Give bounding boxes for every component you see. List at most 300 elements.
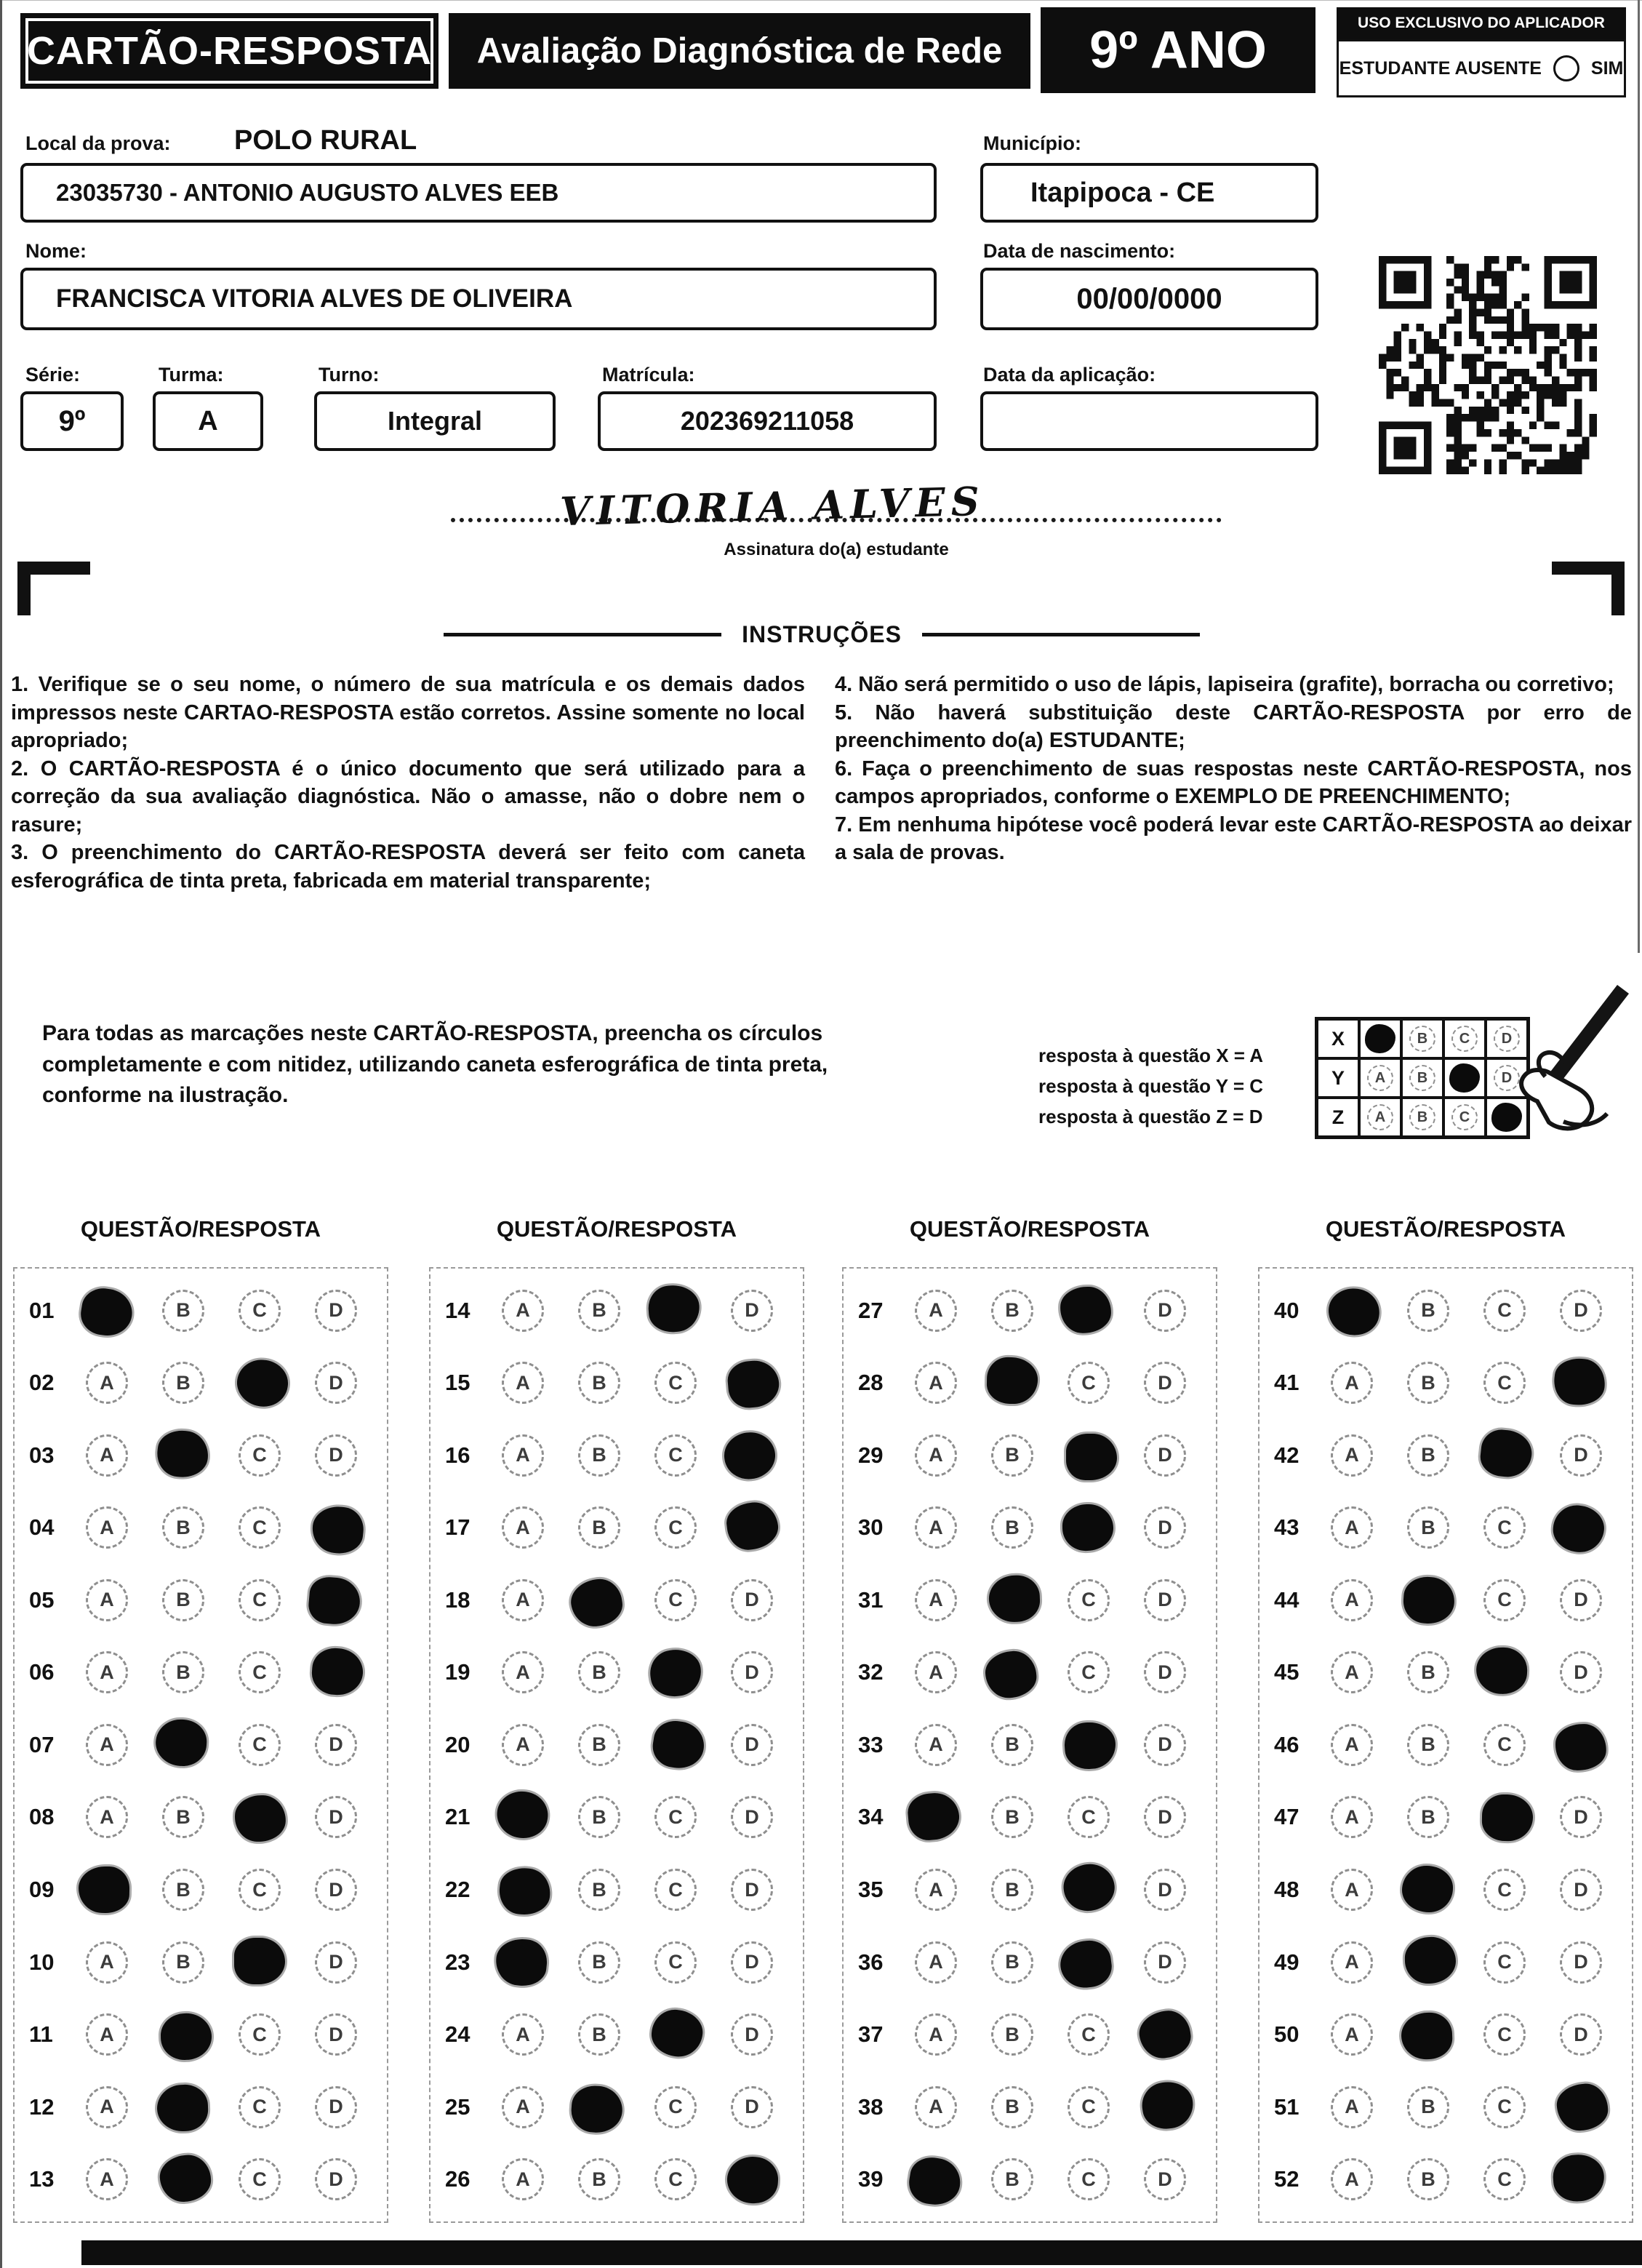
answer-bubble[interactable]: B — [991, 2158, 1033, 2200]
answer-bubble[interactable]: B — [991, 1506, 1033, 1549]
answer-bubble[interactable]: C — [1068, 2158, 1110, 2200]
answer-bubble[interactable]: B — [578, 1651, 620, 1693]
answer-row — [430, 1781, 803, 1854]
question-number: 41 — [1274, 1370, 1299, 1396]
instruction-item-7: 7. Em nenhuma hipótese você poderá levar este CARTÃO-RESPOSTA ao deixar a sala de provas. — [835, 812, 1632, 865]
answer-bubble[interactable]: D — [315, 1724, 357, 1766]
filled-bubble — [1365, 1024, 1395, 1053]
answer-bubble[interactable]: A — [915, 1651, 957, 1693]
answer-bubble[interactable]: A — [86, 1651, 128, 1693]
filled-bubble[interactable] — [906, 1792, 961, 1842]
answer-bubble[interactable]: A — [915, 1579, 957, 1621]
answer-slot — [578, 1869, 620, 1911]
answer-bubble[interactable]: B — [1407, 1796, 1449, 1838]
answer-bubble[interactable]: D — [731, 1290, 773, 1332]
answer-bubble[interactable]: C — [1068, 1579, 1110, 1621]
answer-bubble[interactable]: A — [1331, 1434, 1373, 1477]
filled-bubble[interactable] — [988, 1575, 1041, 1623]
answer-bubble[interactable]: B — [578, 2013, 620, 2056]
answer-bubble[interactable]: B — [1407, 1651, 1449, 1693]
answer-slot — [1560, 2013, 1602, 2056]
filled-bubble[interactable] — [722, 1430, 777, 1482]
answer-bubble[interactable]: C — [1483, 2158, 1526, 2200]
answer-slot — [1331, 1506, 1373, 1549]
answer-bubble[interactable]: A — [502, 1651, 544, 1693]
answer-bubble[interactable]: A — [86, 1796, 128, 1838]
answer-bubble[interactable]: A — [915, 1724, 957, 1766]
answer-bubble[interactable]: D — [1560, 1434, 1602, 1477]
answer-slot — [86, 1941, 128, 1984]
filled-bubble[interactable] — [1552, 2153, 1606, 2203]
answer-bubble[interactable]: C — [239, 1434, 281, 1477]
answer-bubble[interactable]: D — [731, 1579, 773, 1621]
filled-bubble[interactable] — [1475, 1646, 1528, 1696]
answer-bubble[interactable]: C — [1068, 2013, 1110, 2056]
answer-bubble[interactable]: D — [731, 1869, 773, 1911]
answer-bubble[interactable]: B — [162, 1941, 204, 1984]
answer-bubble[interactable]: A — [86, 1434, 128, 1477]
answer-bubble[interactable]: D — [1144, 1869, 1186, 1911]
answer-bubble[interactable]: B — [991, 1724, 1033, 1766]
filled-bubble[interactable] — [1326, 1285, 1382, 1338]
answer-slot — [86, 2158, 128, 2200]
answer-bubble[interactable]: C — [1483, 1290, 1526, 1332]
answer-slot — [1560, 1796, 1602, 1838]
answer-bubble[interactable]: D — [1560, 2013, 1602, 2056]
answer-bubble[interactable]: B — [1407, 1290, 1449, 1332]
answer-row — [844, 1347, 1216, 1420]
answer-bubble[interactable]: B — [162, 1651, 204, 1693]
answer-bubble[interactable]: B — [991, 2013, 1033, 2056]
answer-bubble[interactable]: C — [1483, 1506, 1526, 1549]
answer-slot — [731, 2158, 773, 2200]
answer-bubble[interactable]: B — [1407, 1362, 1449, 1404]
answer-bubble[interactable]: A — [1331, 1651, 1373, 1693]
answer-bubble[interactable]: D — [1560, 1869, 1602, 1911]
question-number: 37 — [858, 2021, 884, 2048]
answer-bubble: C — [1451, 1104, 1478, 1130]
answer-slot — [654, 2013, 697, 2056]
absent-sim-label: SIM — [1590, 57, 1624, 79]
question-number: 22 — [445, 1877, 470, 1903]
answer-bubble[interactable]: B — [578, 1290, 620, 1332]
answer-row — [1259, 2071, 1632, 2144]
filled-bubble[interactable] — [1481, 1794, 1533, 1842]
answer-bubble[interactable]: C — [1483, 1941, 1526, 1984]
answer-bubble[interactable]: C — [239, 2158, 281, 2200]
answer-row — [844, 1926, 1216, 1999]
answer-slot — [991, 2158, 1033, 2200]
answer-bubble[interactable]: B — [578, 1724, 620, 1766]
answer-slot — [991, 2013, 1033, 2056]
filled-bubble[interactable] — [1058, 1938, 1114, 1990]
answer-bubble[interactable]: D — [1144, 1434, 1186, 1477]
answer-bubble[interactable]: B — [162, 1506, 204, 1549]
answer-bubble[interactable]: C — [654, 1941, 697, 1984]
instruction-item-2: 2. O CARTÃO-RESPOSTA é o único documento que será utilizado para a correção da sua avaliação diagnóstica. Não o amasse, não o dobre nem o rasure; — [11, 756, 805, 836]
answer-slot — [1068, 1724, 1110, 1766]
answer-bubble[interactable]: B — [162, 1290, 204, 1332]
answer-bubble[interactable]: D — [315, 1434, 357, 1477]
answer-bubble[interactable]: D — [1144, 1362, 1186, 1404]
answer-bubble[interactable]: A — [502, 1434, 544, 1477]
question-number: 39 — [858, 2166, 884, 2192]
filled-bubble[interactable] — [906, 2155, 964, 2208]
answer-bubble[interactable]: A — [1331, 1724, 1373, 1766]
answer-slot — [1560, 1579, 1602, 1621]
answer-slot — [991, 1290, 1033, 1332]
answer-bubble[interactable]: A — [1331, 1796, 1373, 1838]
answer-slot — [315, 1579, 357, 1621]
answer-bubble[interactable]: C — [239, 2013, 281, 2056]
filled-bubble[interactable] — [311, 1504, 366, 1556]
example-row-label: Y — [1317, 1058, 1359, 1098]
answer-slot — [239, 1869, 281, 1911]
answer-slot — [239, 1506, 281, 1549]
answer-bubble[interactable]: A — [86, 1941, 128, 1984]
answer-bubble[interactable]: A — [1331, 1941, 1373, 1984]
filled-bubble[interactable] — [1062, 1504, 1113, 1552]
answer-bubble[interactable]: D — [315, 2086, 357, 2128]
answer-bubble[interactable]: D — [315, 2013, 357, 2056]
filled-bubble[interactable] — [1551, 1504, 1606, 1554]
answer-bubble[interactable]: A — [915, 1362, 957, 1404]
answer-slot — [654, 1724, 697, 1766]
answer-slot — [1560, 1869, 1602, 1911]
answer-bubble[interactable]: D — [1560, 1579, 1602, 1621]
answer-slot — [578, 1290, 620, 1332]
answer-bubble[interactable]: C — [1068, 1362, 1110, 1404]
answer-slot — [1068, 1651, 1110, 1693]
student-absent-box — [1337, 39, 1626, 97]
answer-bubble[interactable]: C — [1068, 2086, 1110, 2128]
answer-slot — [1331, 2086, 1373, 2128]
filled-bubble[interactable] — [1404, 1936, 1456, 1984]
answer-bubble[interactable]: D — [1560, 1796, 1602, 1838]
answer-slot — [1331, 1869, 1373, 1911]
filled-bubble[interactable] — [726, 1359, 781, 1410]
answer-bubble[interactable]: B — [578, 1869, 620, 1911]
answer-bubble[interactable]: A — [86, 2086, 128, 2128]
card-title — [20, 13, 438, 89]
answer-bubble[interactable]: C — [1483, 2013, 1526, 2056]
filled-bubble[interactable] — [155, 1718, 208, 1768]
filled-bubble[interactable] — [1555, 2083, 1609, 2132]
answer-bubble[interactable]: A — [1331, 2013, 1373, 2056]
answer-bubble[interactable]: C — [654, 1362, 697, 1404]
answer-bubble[interactable]: C — [654, 1506, 697, 1549]
answer-bubble[interactable]: D — [315, 1941, 357, 1984]
answer-slot — [315, 2158, 357, 2200]
school-value: 23035730 - ANTONIO AUGUSTO ALVES EEB — [56, 179, 559, 206]
filled-bubble[interactable] — [1401, 2012, 1453, 2060]
answer-bubble[interactable]: A — [502, 1579, 544, 1621]
answer-bubble[interactable]: B — [991, 1434, 1033, 1477]
filled-bubble[interactable] — [647, 1284, 701, 1334]
nascimento-value: 00/00/0000 — [1076, 282, 1222, 315]
answer-bubble[interactable]: B — [578, 2158, 620, 2200]
answer-bubble[interactable]: D — [731, 1941, 773, 1984]
answer-bubble[interactable]: C — [239, 1506, 281, 1549]
answer-row — [430, 1564, 803, 1637]
answer-bubble[interactable]: B — [578, 1941, 620, 1984]
answer-bubble[interactable]: B — [1407, 1506, 1449, 1549]
answer-bubble[interactable]: A — [502, 1290, 544, 1332]
answer-slot — [1068, 1506, 1110, 1549]
filled-bubble[interactable] — [1137, 2008, 1193, 2061]
filled-bubble[interactable] — [1060, 1285, 1112, 1333]
answer-slot — [915, 1651, 957, 1693]
example-cell — [1401, 1058, 1443, 1098]
answer-bubble[interactable]: C — [239, 1724, 281, 1766]
example-row-label: X — [1317, 1019, 1359, 1058]
answer-slot — [915, 1941, 957, 1984]
answer-bubble[interactable]: C — [1483, 1869, 1526, 1911]
answer-bubble[interactable]: D — [1560, 1290, 1602, 1332]
filled-bubble[interactable] — [568, 1576, 625, 1629]
answer-slot — [654, 1796, 697, 1838]
answer-bubble[interactable]: C — [654, 1869, 697, 1911]
answer-bubble[interactable]: A — [915, 1506, 957, 1549]
answer-slot — [1560, 1651, 1602, 1693]
filled-bubble[interactable] — [986, 1357, 1038, 1405]
answer-bubble[interactable]: B — [578, 1362, 620, 1404]
answer-bubble[interactable]: C — [1483, 2086, 1526, 2128]
answer-row — [15, 1637, 387, 1709]
answer-row — [430, 1853, 803, 1926]
answer-bubble[interactable]: B — [1407, 2086, 1449, 2128]
answer-slot — [1483, 1796, 1526, 1838]
filled-bubble[interactable] — [1066, 1434, 1117, 1480]
answer-bubble[interactable]: A — [915, 1290, 957, 1332]
answer-slot — [239, 1796, 281, 1838]
answer-bubble[interactable]: A — [86, 1362, 128, 1404]
filled-bubble[interactable] — [234, 1938, 285, 1984]
answer-bubble[interactable]: A — [1331, 1869, 1373, 1911]
answer-bubble[interactable]: A — [502, 1724, 544, 1766]
answer-bubble: D — [1494, 1065, 1520, 1091]
answer-bubble[interactable]: A — [1331, 2086, 1373, 2128]
answer-bubble[interactable]: A — [1331, 1506, 1373, 1549]
answer-bubble[interactable]: C — [654, 1434, 697, 1477]
filled-bubble[interactable] — [726, 2155, 779, 2205]
answer-bubble[interactable]: C — [654, 1796, 697, 1838]
filled-bubble[interactable] — [307, 1576, 361, 1626]
answer-bubble[interactable]: D — [315, 1869, 357, 1911]
filled-bubble[interactable] — [724, 1500, 780, 1552]
question-number: 24 — [445, 2021, 470, 2048]
answer-bubble[interactable]: B — [578, 1506, 620, 1549]
nome-label: Nome: — [25, 240, 87, 262]
filled-bubble[interactable] — [234, 1357, 291, 1410]
municipio-label: Município: — [983, 132, 1081, 154]
answer-bubble[interactable]: D — [731, 1651, 773, 1693]
answer-row — [1259, 1853, 1632, 1926]
answer-bubble: B — [1409, 1026, 1435, 1052]
answer-bubble[interactable]: D — [1144, 2158, 1186, 2200]
answer-bubble[interactable]: C — [1483, 1724, 1526, 1766]
absent-circle-option[interactable] — [1553, 55, 1579, 81]
filled-bubble[interactable] — [1062, 1861, 1117, 1913]
answer-slot — [86, 1796, 128, 1838]
answer-slot — [1144, 1579, 1186, 1621]
answer-bubble[interactable]: B — [991, 1941, 1033, 1984]
answer-bubble[interactable]: C — [654, 1579, 697, 1621]
example-cell — [1401, 1019, 1443, 1058]
answer-slot — [86, 1506, 128, 1549]
answer-bubble[interactable]: A — [86, 2158, 128, 2200]
answer-bubble[interactable]: C — [239, 1651, 281, 1693]
answer-bubble[interactable]: D — [1144, 1651, 1186, 1693]
answer-slot — [315, 2013, 357, 2056]
answer-row — [430, 1347, 803, 1420]
answer-bubble[interactable]: A — [915, 1869, 957, 1911]
question-number: 46 — [1274, 1731, 1299, 1757]
answer-slot — [1331, 1941, 1373, 1984]
filled-bubble[interactable] — [311, 1647, 364, 1697]
answer-bubble[interactable]: A — [502, 1506, 544, 1549]
answer-bubble[interactable]: B — [991, 1290, 1033, 1332]
answer-bubble[interactable]: A — [915, 1434, 957, 1477]
answer-row — [1259, 1347, 1632, 1420]
answer-bubble[interactable]: A — [1331, 1579, 1373, 1621]
answer-bubble[interactable]: A — [86, 1724, 128, 1766]
signature-area[interactable] — [451, 466, 1222, 535]
answer-bubble[interactable]: D — [1144, 1796, 1186, 1838]
answer-bubble[interactable]: B — [1407, 1724, 1449, 1766]
answer-bubble[interactable]: D — [731, 2013, 773, 2056]
answer-bubble[interactable]: A — [502, 1362, 544, 1404]
answer-slot — [578, 2158, 620, 2200]
answer-row — [844, 1853, 1216, 1926]
filled-bubble[interactable] — [570, 2084, 624, 2134]
filled-bubble[interactable] — [160, 2013, 212, 2060]
answer-bubble[interactable]: D — [731, 2086, 773, 2128]
answer-row — [1259, 2143, 1632, 2216]
answer-bubble[interactable]: A — [1331, 2158, 1373, 2200]
filled-bubble[interactable] — [159, 2154, 212, 2203]
filled-bubble[interactable] — [650, 2008, 705, 2059]
answer-row — [430, 1419, 803, 1492]
answer-bubble[interactable]: A — [502, 2086, 544, 2128]
filled-bubble[interactable] — [1402, 1576, 1456, 1626]
answer-bubble[interactable]: B — [162, 1869, 204, 1911]
filled-bubble[interactable] — [78, 1866, 129, 1913]
answer-bubble[interactable]: A — [86, 1506, 128, 1549]
question-number: 04 — [29, 1514, 55, 1541]
answer-bubble[interactable]: D — [315, 1362, 357, 1404]
answer-slot — [1483, 1724, 1526, 1766]
answer-bubble[interactable]: C — [1068, 1651, 1110, 1693]
filled-bubble[interactable] — [155, 1428, 211, 1480]
answer-bubble[interactable]: B — [578, 1796, 620, 1838]
serie-label: Série: — [25, 364, 81, 386]
answer-bubble[interactable]: A — [86, 1579, 128, 1621]
answer-bubble[interactable]: D — [1144, 1506, 1186, 1549]
question-number: 11 — [29, 2021, 53, 2048]
answer-bubble[interactable]: D — [315, 1796, 357, 1838]
answer-bubble[interactable]: C — [1068, 1796, 1110, 1838]
answer-slot — [315, 1796, 357, 1838]
answer-bubble[interactable]: A — [915, 2086, 957, 2128]
answer-slot — [1068, 1579, 1110, 1621]
filled-bubble[interactable] — [234, 1794, 287, 1842]
answer-slot — [915, 1796, 957, 1838]
filled-bubble[interactable] — [1551, 1356, 1607, 1408]
answer-slot — [654, 1941, 697, 1984]
answer-bubble[interactable]: C — [239, 1290, 281, 1332]
answer-bubble[interactable]: C — [654, 2158, 697, 2200]
filled-bubble[interactable] — [647, 1646, 705, 1700]
answer-bubble[interactable]: C — [239, 1579, 281, 1621]
answer-slot — [1144, 1724, 1186, 1766]
answer-bubble[interactable]: B — [162, 1362, 204, 1404]
answer-bubble[interactable]: D — [1144, 1941, 1186, 1984]
grade-text: 9º ANO — [1089, 21, 1267, 79]
answer-row — [15, 1564, 387, 1637]
answer-bubble[interactable]: D — [1144, 1290, 1186, 1332]
answer-bubble[interactable]: B — [162, 1579, 204, 1621]
filled-bubble[interactable] — [494, 1789, 550, 1842]
answer-slot — [1068, 1869, 1110, 1911]
answer-bubble[interactable]: D — [1144, 1579, 1186, 1621]
filled-bubble[interactable] — [650, 1718, 708, 1772]
answer-bubble[interactable]: B — [991, 2086, 1033, 2128]
answer-bubble[interactable]: A — [502, 2158, 544, 2200]
answer-bubble[interactable]: B — [162, 1796, 204, 1838]
answer-bubble[interactable]: C — [654, 2086, 697, 2128]
answer-bubble[interactable]: B — [578, 1434, 620, 1477]
filled-bubble[interactable] — [1478, 1428, 1534, 1480]
filled-bubble[interactable] — [494, 1936, 549, 1988]
question-number: 52 — [1274, 2166, 1299, 2192]
answer-bubble[interactable]: A — [915, 2013, 957, 2056]
answer-slot — [1483, 1579, 1526, 1621]
answer-bubble[interactable]: B — [1407, 2158, 1449, 2200]
filled-bubble[interactable] — [985, 1650, 1038, 1700]
answer-bubble[interactable]: D — [315, 2158, 357, 2200]
answer-bubble[interactable]: A — [86, 2013, 128, 2056]
answer-bubble[interactable]: A — [502, 2013, 544, 2056]
answer-bubble[interactable]: C — [1483, 1579, 1526, 1621]
aplicacao-label: Data da aplicação: — [983, 364, 1156, 386]
answer-bubble[interactable]: B — [991, 1796, 1033, 1838]
answer-slot — [654, 1869, 697, 1911]
answer-bubble[interactable]: C — [1483, 1362, 1526, 1404]
answer-slot — [86, 2086, 128, 2128]
answer-bubble[interactable]: D — [1560, 1651, 1602, 1693]
filled-bubble[interactable] — [156, 2083, 209, 2131]
answer-bubble[interactable]: D — [1144, 1724, 1186, 1766]
filled-bubble[interactable] — [1555, 1723, 1607, 1771]
answer-bubble[interactable]: B — [991, 1869, 1033, 1911]
answer-bubble[interactable]: C — [239, 1869, 281, 1911]
answer-bubble[interactable]: A — [1331, 1362, 1373, 1404]
answer-row — [844, 1274, 1216, 1347]
filled-bubble[interactable] — [78, 1285, 135, 1339]
answer-bubble[interactable]: D — [731, 1724, 773, 1766]
answer-bubble[interactable]: D — [731, 1796, 773, 1838]
answer-bubble[interactable]: A — [915, 1941, 957, 1984]
answer-bubble[interactable]: B — [1407, 1434, 1449, 1477]
answer-bubble[interactable]: D — [315, 1290, 357, 1332]
filled-bubble[interactable] — [1063, 1720, 1117, 1770]
filled-bubble[interactable] — [1139, 2078, 1196, 2132]
filled-bubble[interactable] — [497, 1865, 553, 1917]
filled-bubble[interactable] — [1402, 1866, 1453, 1912]
answer-bubble[interactable]: C — [239, 2086, 281, 2128]
answer-bubble[interactable]: D — [1560, 1941, 1602, 1984]
